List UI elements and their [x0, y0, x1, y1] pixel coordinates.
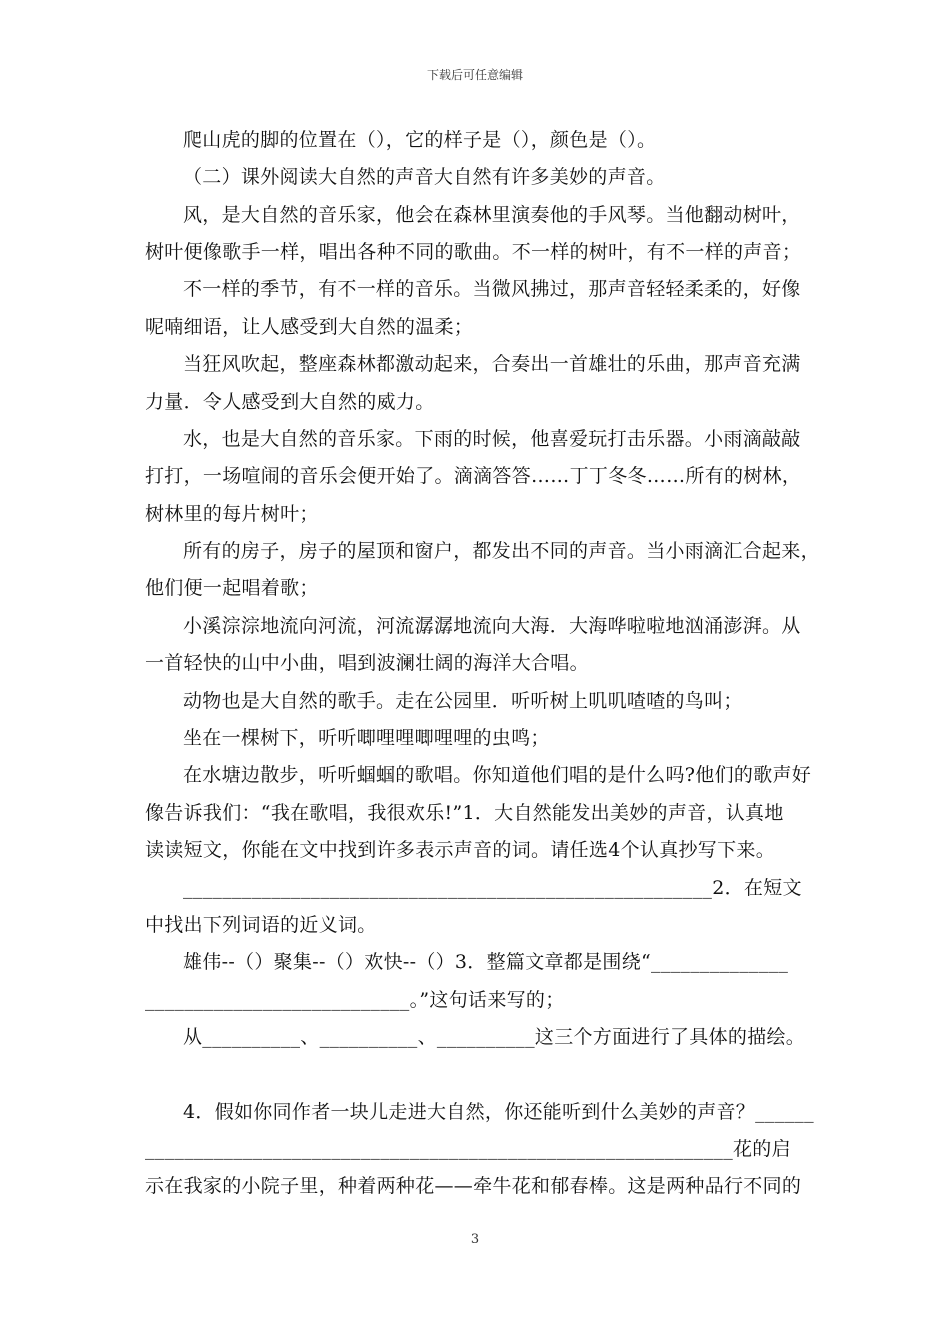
text-line: 所有的房子，房子的屋顶和窗户，都发出不同的声音。当小雨滴汇合起来， — [183, 540, 820, 562]
text-line: 一首轻快的山中小曲，唱到波澜壮阔的海洋大合唱。 — [145, 652, 589, 674]
text-line: 读读短文，你能在文中找到许多表示声音的词。请任选4个认真抄写下来。 — [145, 839, 775, 861]
text-line: 树叶便像歌手一样，唱出各种不同的歌曲。不一样的树叶，有不一样的声音； — [145, 241, 802, 263]
text-line: ______________________________________________________2．在短文 — [183, 877, 802, 899]
text-line: 中找出下列词语的近义词。 — [145, 914, 377, 936]
text-line: 在水塘边散步，听听蝈蝈的歌唱。你知道他们唱的是什么吗?他们的歌声好 — [183, 764, 812, 786]
text-line: 打打，一场喧闹的音乐会便开始了。滴滴答答……丁丁冬冬……所有的树林， — [145, 465, 802, 487]
text-line: 4．假如你同作者一块儿走进大自然，你还能听到什么美妙的声音？______ — [183, 1101, 814, 1123]
text-line: 力量．令人感受到大自然的威力。 — [145, 391, 435, 413]
text-line: 树林里的每片树叶； — [145, 503, 319, 525]
text-line: 雄伟--（）聚集--（）欢快--（）3．整篇文章都是围绕“______________ — [183, 951, 789, 973]
text-line: 动物也是大自然的歌手。走在公园里．听听树上叽叽喳喳的鸟叫； — [183, 690, 743, 712]
text-line: ____________________________________________________________花的启 — [145, 1138, 791, 1160]
text-line: 当狂风吹起，整座森林都激动起来，合奏出一首雄壮的乐曲，那声音充满 — [183, 353, 801, 375]
text-line: 示在我家的小院子里，种着两种花——牵牛花和郁春棒。这是两种品行不同的 — [145, 1175, 802, 1197]
page-header: 下载后可任意编辑 — [426, 68, 523, 82]
text-line: ___________________________。”这句话来写的； — [145, 989, 565, 1011]
text-line: （二）课外阅读大自然的声音大自然有许多美妙的声音。 — [183, 166, 666, 188]
text-line: 像告诉我们：“我在歌唱，我很欢乐!”1．大自然能发出美妙的声音，认真地 — [145, 802, 784, 824]
text-line: 从__________、__________、__________这三个方面进行了具体的描绘。 — [183, 1026, 806, 1048]
text-line: 他们便一起唱着歌； — [145, 577, 319, 599]
text-line: 坐在一棵树下，听听唧哩哩唧哩哩的虫鸣； — [183, 727, 550, 749]
text-line: 呢喃细语，让人感受到大自然的温柔； — [145, 316, 474, 338]
text-line: 不一样的季节，有不一样的音乐。当微风拂过，那声音轻轻柔柔的，好像 — [183, 278, 801, 300]
text-line: 爬山虎的脚的位置在（），它的样子是（），颜色是（）。 — [183, 129, 657, 151]
page-number: 3 — [470, 1232, 480, 1247]
text-line: 风，是大自然的音乐家，他会在森林里演奏他的手风琴。当他翻动树叶， — [183, 204, 801, 226]
text-line: 小溪淙淙地流向河流，河流潺潺地流向大海．大海哗啦啦地汹涌澎湃。从 — [183, 615, 801, 637]
text-line: 水，也是大自然的音乐家。下雨的时候，他喜爱玩打击乐器。小雨滴敲敲 — [183, 428, 801, 450]
